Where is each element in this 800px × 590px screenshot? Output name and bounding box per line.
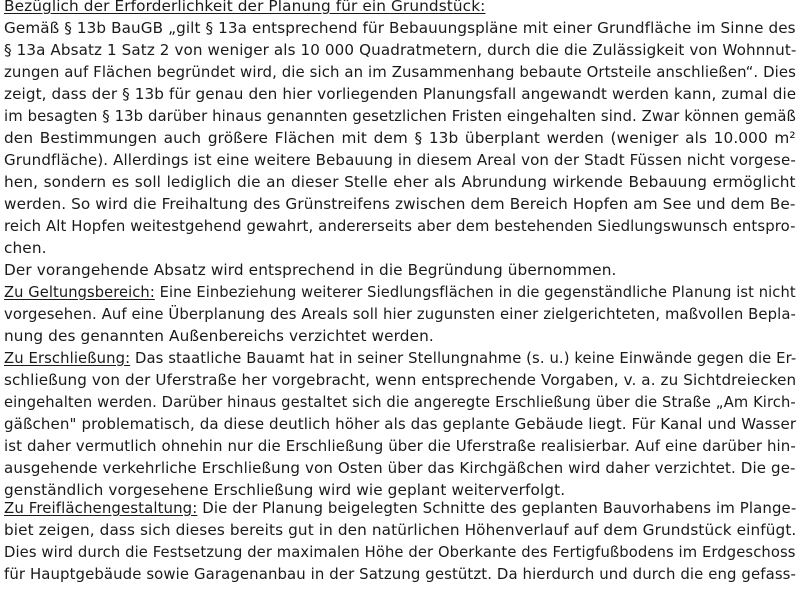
text-line [4,413,796,435]
text-segment: vorgesehen. Auf eine Überplanung des Areals soll hier zugunsten einer zielgerichteten, maßvollen Bepla- [4,305,797,323]
text-segment: chen. [4,239,47,257]
text-segment: den Bestimmungen auch größere Flächen mit dem § 13b überplant werden (weniger als 10.000 m² [4,129,796,147]
text-segment: gäßchen" problematisch, da diese deutlich höher als das geplante Gebäude liegt. Für Kanal und Wasser [4,415,797,433]
text-segment: im besagten § 13b darüber hinaus genannten gesetzlichen Fristen eingehalten sind. Zwar können gemäß [4,107,796,125]
text-segment: eingehalten werden. Darüber hinaus gestaltet sich die angeregte Erschließung über die Straße „Am Kirch- [4,393,796,411]
text-line [4,61,796,83]
text-line [4,303,796,325]
text-line [4,347,796,369]
text-segment: zeigt, dass der § 13b für genau den hier vorliegenden Planungsfall angewandt werden kann, zumal die [4,85,797,103]
text-segment: zungen auf Flächen begründet wird, die sich an im Zusammenhang bebaute Ortsteile anschließen“. Dies [4,63,797,81]
text-segment: werden. So wird die Freihaltung des Grünstreifens zwischen dem Bereich Hopfen am See und dem Be- [4,195,796,213]
text-line [4,435,796,457]
text-segment: hen, sondern es soll lediglich die an dieser Stelle eher als Abrundung wirkende Bebauung ermöglicht [4,173,796,191]
subheading: Zu Erschließung: [4,349,131,367]
section-heading: Bezüglich der Erforderlichkeit der Planung für ein Grundstück: [4,0,486,15]
text-segment: schließung von der Uferstraße her vorgebracht, wenn entsprechende Vorgaben, v. a. zu Sichtdreiecken [4,371,797,389]
text-line [4,391,796,413]
text-line [4,259,616,281]
text-line [4,563,796,585]
text-segment: Eine Einbeziehung weiterer Siedlungsflächen in die gegenständliche Planung ist nicht [154,283,796,301]
text-line [4,171,796,193]
text-segment: biet zeigen, dass sich dieses bereits gut in den natürlichen Höhenverlauf auf dem Grundstück einfügt. [4,521,797,539]
text-line [4,39,796,61]
text-segment: Das staatliche Bauamt hat in seiner Stellungnahme (s. u.) keine Einwände gegen die Er- [130,349,797,367]
text-line [4,541,796,563]
text-segment: § 13a Absatz 1 Satz 2 von weniger als 10 000 Quadratmetern, durch die die Zulässigkeit von Wohnnut- [4,41,797,59]
text-segment: nung des genannten Außenbereichs verzichtet werden. [4,327,434,345]
text-segment: ist daher vermutlich ohnehin nur die Erschließung über die Uferstraße realisierbar. Auf eine darüber hin- [4,437,796,455]
text-line [4,149,796,171]
subheading: Zu Geltungsbereich: [4,283,155,301]
text-segment: ausgehende verkehrliche Erschließung von Osten über das Kirchgäßchen wird daher verzichtet. Die ge- [4,459,796,477]
text-segment: Grundfläche). Allerdings ist eine weitere Bebauung in diesem Areal von der Stadt Füssen nicht vorgese- [4,151,796,169]
text-line [4,105,796,127]
text-line [4,83,796,105]
text-segment: Gemäß § 13b BauGB „gilt § 13a entsprechend für Bebauungspläne mit einer Grundfläche im Sinne des [4,19,796,37]
text-line [4,237,47,259]
text-line [4,193,796,215]
text-segment: Die der Planung beigelegten Schnitte des geplanten Bauvorhabens im Plange- [197,499,797,517]
text-segment: reich Alt Hopfen weitestgehend gewahrt, andererseits aber dem bestehenden Siedlungswunsch entspro- [4,217,796,235]
text-line [4,215,796,237]
text-segment: für Hauptgebäude sowie Garagenanbau in der Satzung gestützt. Da hierdurch und durch die eng gefass- [4,565,797,583]
text-line [4,281,796,303]
text-line [4,127,796,149]
text-segment: Dies wird durch die Festsetzung der maximalen Höhe der Oberkante des Fertigfußbodens im Erdgeschoss [4,543,796,561]
text-segment: genständlich vorgesehene Erschließung wird wie geplant weiterverfolgt. [4,481,566,499]
text-line [4,457,796,479]
text-line [4,0,485,17]
text-segment: Der vorangehende Absatz wird entsprechend in die Begründung übernommen. [4,261,617,279]
text-line [4,325,434,347]
text-line [4,519,796,541]
text-line [4,17,796,39]
text-line [4,497,796,519]
text-line [4,369,796,391]
subheading: Zu Freiflächengestaltung: [4,499,198,517]
